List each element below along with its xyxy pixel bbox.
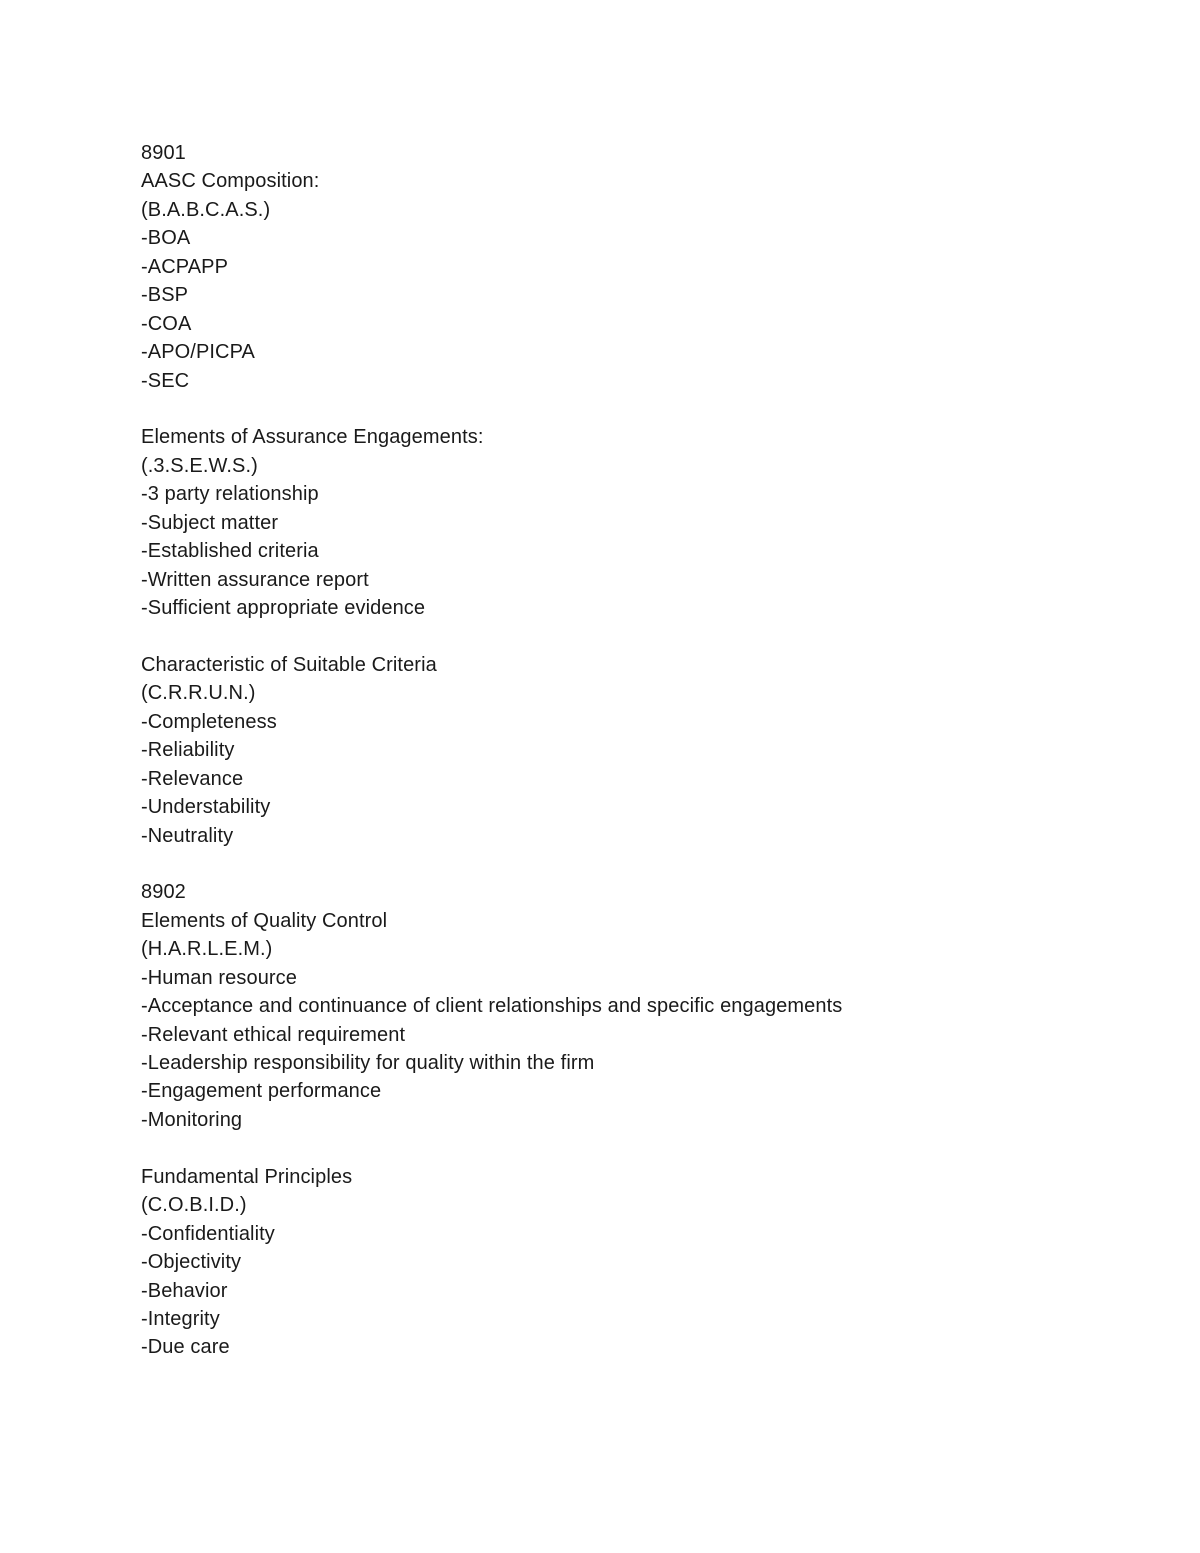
text-line: (C.O.B.I.D.)	[141, 1194, 247, 1217]
text-line: -Reliability	[141, 739, 235, 762]
text-line: -Monitoring	[141, 1108, 243, 1131]
note-section	[141, 423, 1141, 622]
section-heading: Characteristic of Suitable Criteria	[141, 653, 437, 676]
text-line: -Understability	[141, 796, 271, 819]
note-section	[141, 651, 1141, 850]
text-line: -Subject matter	[141, 511, 279, 534]
text-line: -3 party relationship	[141, 483, 319, 506]
note-section	[141, 1163, 1141, 1362]
text-line: -Human resource	[141, 966, 298, 989]
text-line: -Written assurance report	[141, 568, 369, 591]
text-line: -SEC	[141, 369, 190, 392]
text-line: (H.A.R.L.E.M.)	[141, 938, 273, 961]
text-line: -Objectivity	[141, 1251, 242, 1274]
text-line: -Completeness	[141, 710, 277, 733]
document-body	[141, 139, 1141, 1362]
section-heading: Elements of Assurance Engagements:	[141, 426, 484, 449]
text-line: -Engagement performance	[141, 1080, 382, 1103]
text-line: -APO/PICPA	[141, 341, 255, 364]
section-spacer	[141, 622, 1141, 650]
text-line: -Neutrality	[141, 824, 234, 847]
text-line: (C.R.R.U.N.)	[141, 682, 256, 705]
text-line: AASC Composition:	[141, 170, 320, 193]
text-line: -BSP	[141, 284, 189, 307]
section-spacer	[141, 850, 1141, 878]
text-line: (.3.S.E.W.S.)	[141, 454, 258, 477]
note-section	[141, 878, 1141, 1134]
section-heading: 8902	[141, 881, 186, 904]
note-section	[141, 139, 1141, 395]
section-heading: 8901	[141, 142, 186, 164]
section-heading: Fundamental Principles	[141, 1165, 353, 1188]
text-line: Elements of Quality Control	[141, 909, 388, 932]
text-line: -ACPAPP	[141, 255, 229, 278]
text-line: -Acceptance and continuance of client relationships and specific engagements	[141, 995, 843, 1018]
section-spacer	[141, 395, 1141, 423]
section-spacer	[141, 1134, 1141, 1162]
text-line: -Sufficient appropriate evidence	[141, 597, 426, 619]
text-line: -Established criteria	[141, 540, 319, 563]
text-line: -Behavior	[141, 1279, 228, 1302]
text-line: -Confidentiality	[141, 1222, 275, 1245]
text-line: -Relevance	[141, 767, 244, 790]
text-line: -Due care	[141, 1336, 230, 1359]
text-line: -Integrity	[141, 1307, 220, 1330]
text-line: -COA	[141, 312, 192, 335]
text-line: -Leadership responsibility for quality within the firm	[141, 1052, 595, 1074]
text-line: -Relevant ethical requirement	[141, 1023, 406, 1046]
text-line: -BOA	[141, 227, 191, 250]
text-line: (B.A.B.C.A.S.)	[141, 198, 271, 221]
